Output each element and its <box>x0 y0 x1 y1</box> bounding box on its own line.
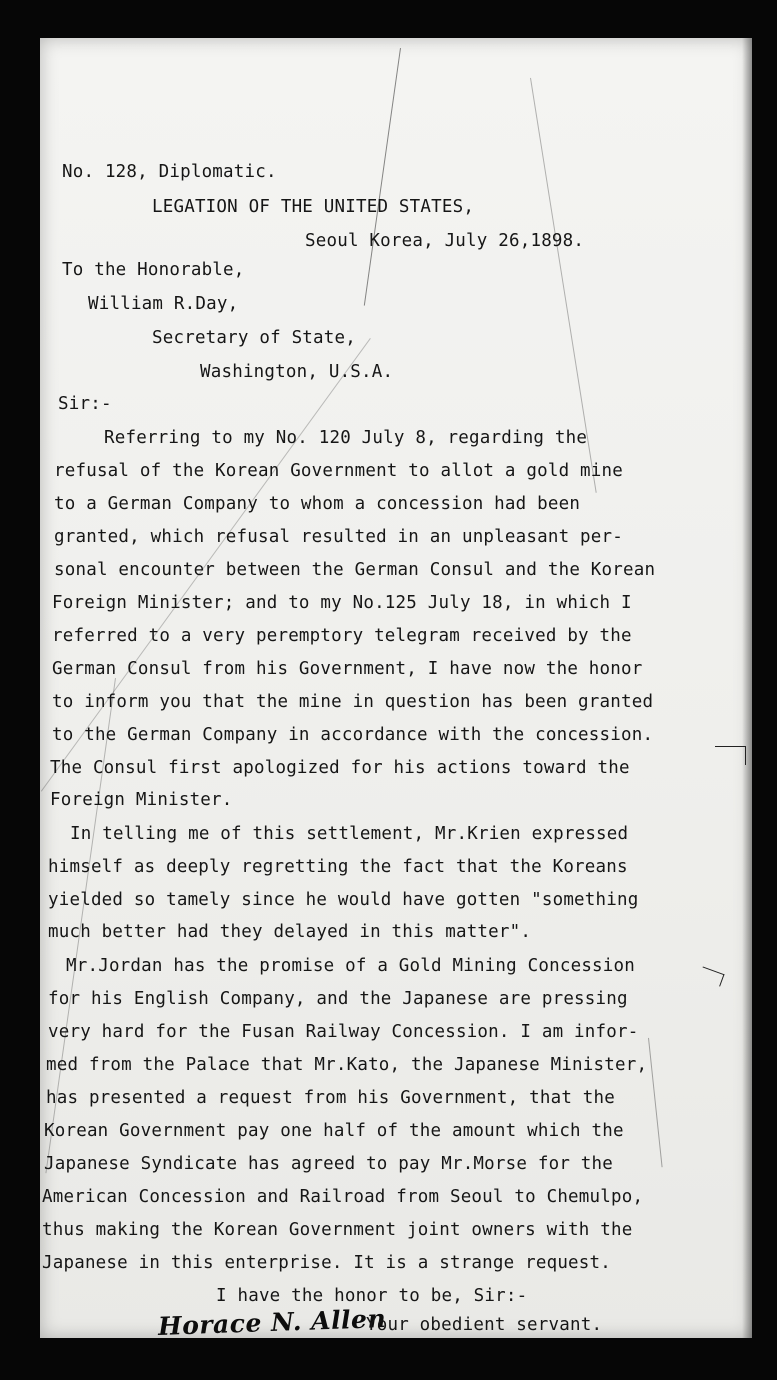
body-line: American Concession and Railroad from Seoul to Chemulpo, <box>42 1187 644 1207</box>
valediction: Your obedient servant. <box>366 1315 603 1335</box>
body-line: to the German Company in accordance with the concession. <box>52 725 654 745</box>
margin-mark <box>698 966 724 986</box>
address-line: William R.Day, <box>88 294 239 314</box>
body-line: In telling me of this settlement, Mr.Krien expressed <box>70 824 629 844</box>
body-line: Japanese Syndicate has agreed to pay Mr.Morse for the <box>44 1154 614 1174</box>
address-line: Washington, U.S.A. <box>200 362 394 382</box>
body-line: to inform you that the mine in question has been granted <box>52 692 654 712</box>
letter-page <box>40 38 752 1341</box>
closing-line: I have the honor to be, Sir:- <box>216 1286 528 1306</box>
place-date: Seoul Korea, July 26,1898. <box>305 231 585 251</box>
page-edge-shadow <box>742 38 752 1338</box>
body-line: thus making the Korean Government joint owners with the <box>42 1220 633 1240</box>
body-line: referred to a very peremptory telegram received by the <box>52 626 632 646</box>
body-line: German Consul from his Government, I have now the honor <box>52 659 643 679</box>
body-line: much better had they delayed in this matter". <box>48 922 532 942</box>
body-line: himself as deeply regretting the fact that the Koreans <box>48 857 628 877</box>
body-line: med from the Palace that Mr.Kato, the Japanese Minister, <box>46 1055 648 1075</box>
handwritten-signature: Horace N. Allen <box>157 1304 387 1341</box>
legation-heading: LEGATION OF THE UNITED STATES, <box>152 197 475 217</box>
body-line: has presented a request from his Government, that the <box>46 1088 616 1108</box>
body-line: Mr.Jordan has the promise of a Gold Mining Concession <box>66 956 636 976</box>
film-scratch <box>364 48 401 306</box>
body-line: sonal encounter between the German Consul and the Korean <box>54 560 656 580</box>
body-line: Korean Government pay one half of the amount which the <box>44 1121 624 1141</box>
salutation: Sir:- <box>58 394 112 414</box>
body-line: to a German Company to whom a concession had been <box>54 494 581 514</box>
address-line: Secretary of State, <box>152 328 356 348</box>
body-line: Foreign Minister. <box>50 790 233 810</box>
film-scratch <box>648 1038 663 1167</box>
body-line: yielded so tamely since he would have gotten "something <box>48 890 639 910</box>
body-line: refusal of the Korean Government to allot a gold mine <box>54 461 624 481</box>
body-line: Foreign Minister; and to my No.125 July 18, in which I <box>52 593 632 613</box>
address-line: To the Honorable, <box>62 260 245 280</box>
body-line: The Consul first apologized for his actions toward the <box>50 758 630 778</box>
body-line: very hard for the Fusan Railway Concession. I am infor- <box>48 1022 639 1042</box>
body-line: Japanese in this enterprise. It is a strange request. <box>42 1253 612 1273</box>
body-line: Referring to my No. 120 July 8, regarding the <box>104 428 588 448</box>
dispatch-number: No. 128, Diplomatic. <box>62 162 277 182</box>
margin-mark <box>715 746 746 765</box>
body-line: for his English Company, and the Japanese are pressing <box>48 989 628 1009</box>
body-line: granted, which refusal resulted in an unpleasant per- <box>54 527 624 547</box>
